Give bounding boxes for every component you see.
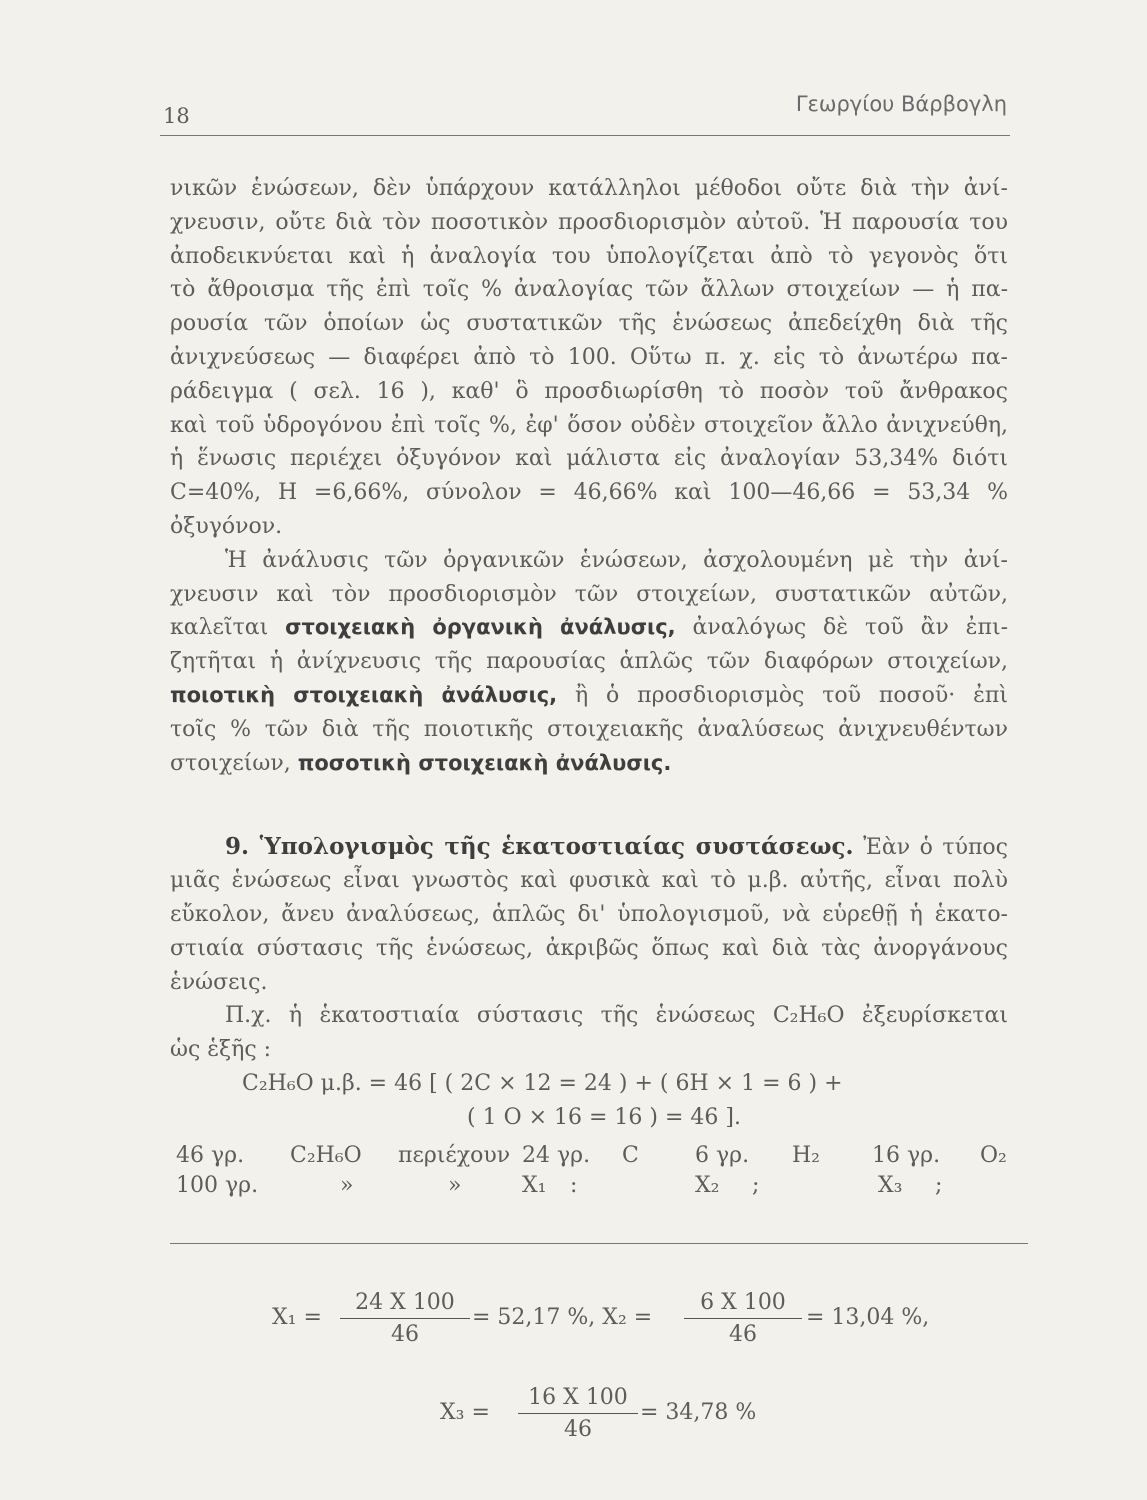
text-line: ἀποδεικνύεται καὶ ἡ ἀναλογία του ὑπολογίζεται ἀπὸ τὸ γεγονὸς ὅτι: [170, 243, 1008, 269]
formula-line: C₂H₆O μ.β. = 46 [ ( 2C × 12 = 24 ) + ( 6H × 1 = 6 ) +: [242, 1070, 843, 1096]
table-cell: 6 γρ.: [695, 1142, 750, 1168]
table-cell: 46 γρ.: [176, 1142, 245, 1168]
text-line: [170, 611, 1008, 645]
text-line: ἀνιχνεύσεως — διαφέρει ἀπὸ τὸ 100. Οὕτω π. χ. εἰς τὸ ἀνωτέρω πα-: [170, 344, 1008, 370]
term-quantitative-analysis: ποσοτικὴ στοιχειακὴ ἀνάλυσις.: [297, 750, 672, 775]
equation-result: = 34,78 %: [640, 1400, 757, 1425]
numerator: 24 X 100: [355, 1290, 455, 1315]
running-head: Γεωργίου Βάρβογλη: [795, 92, 1007, 116]
text-line: καὶ τοῦ ὑδρογόνου ἐπὶ τοῖς %, ἐφ' ὅσον οὐδὲν στοιχεῖον ἄλλο ἀνιχνεύθη,: [170, 412, 1008, 438]
text-line: ἡ ἕνωσις περιέχει ὀξυγόνον καὶ μάλιστα εἰς ἀναλογίαν 53,34% διότι: [170, 446, 1008, 472]
denominator: 46: [391, 1322, 419, 1347]
table-cell: C: [622, 1142, 639, 1168]
table-cell: X₁: [522, 1172, 547, 1198]
text-fragment: ἀναλόγως δὲ τοῦ ἂν ἐπι-: [692, 615, 1008, 641]
fraction: [684, 1288, 802, 1349]
text-line: [170, 747, 1008, 781]
formula-line: ( 1 O × 16 = 16 ) = 46 ].: [467, 1104, 741, 1130]
numerator: 6 X 100: [700, 1290, 786, 1315]
header-rule: [160, 135, 1010, 136]
term-qualitative-analysis: ποιοτικὴ στοιχειακὴ ἀνάλυσις,: [170, 682, 558, 707]
text-line: ρουσία τῶν ὁποίων ὡς συστατικῶν τῆς ἑνώσεως ἀπεδείχθη διὰ τῆς: [170, 311, 1008, 337]
table-cell: O₂: [980, 1142, 1007, 1168]
table-cell: H₂: [792, 1142, 821, 1168]
table-cell: περιέχουν: [398, 1142, 511, 1168]
equation-lhs: X₃ =: [440, 1400, 490, 1425]
text-fragment: ἢ ὁ προσδιορισμὸς τοῦ ποσοῦ· ἐπὶ: [575, 682, 1008, 708]
table-cell: 24 γρ.: [522, 1142, 591, 1168]
text-line: ζητῆται ἡ ἀνίχνευσις τῆς παρουσίας ἁπλῶς τῶν διαφόρων στοιχείων,: [170, 649, 1008, 675]
text-line: χνευσιν, οὔτε διὰ τὸν ποσοτικὸν προσδιορισμὸν αὐτοῦ. Ἡ παρουσία του: [170, 209, 1008, 235]
text-line: μιᾶς ἑνώσεως εἶναι γνωστὸς καὶ φυσικὰ καὶ τὸ μ.β. αὐτῆς, εἶναι πολὺ: [170, 868, 1008, 894]
text-line: ἑνώσεις.: [170, 969, 268, 995]
text-line: Ἡ ἀνάλυσις τῶν ὀργανικῶν ἑνώσεων, ἀσχολουμένη μὲ τὴν ἀνί-: [225, 547, 1008, 573]
section-heading-line: [170, 830, 1008, 864]
table-rule: [170, 1243, 1028, 1244]
table-cell: X₂: [695, 1172, 720, 1198]
table-cell: »: [340, 1172, 354, 1198]
table-cell: C₂H₆O: [290, 1142, 362, 1168]
page-body: [170, 172, 1008, 1201]
table-cell: »: [448, 1172, 462, 1198]
section-heading: 9. Ὑπολογισμὸς τῆς ἑκατοστιαίας συστάσεως.: [225, 833, 854, 861]
text-fragment: καλεῖται: [170, 615, 269, 641]
text-line: χνευσιν καὶ τὸν προσδιορισμὸν τῶν στοιχείων, συστατικῶν αὐτῶν,: [170, 581, 1008, 607]
text-line: C=40%, H =6,66%, σύνολον = 46,66% καὶ 100—46,66 = 53,34 %: [170, 480, 1008, 506]
text-line: εὔκολον, ἄνευ ἀναλύσεως, ἁπλῶς δι' ὑπολογισμοῦ, νὰ εὑρεθῇ ἡ ἑκατο-: [170, 901, 1008, 927]
text-fragment: Ἐὰν ὁ τύπος: [863, 835, 1008, 861]
text-line: τοῖς % τῶν διὰ τῆς ποιοτικῆς στοιχειακῆς ἀναλύσεως ἀνιχνευθέντων: [170, 716, 1008, 742]
fraction: [518, 1383, 638, 1444]
page-header: [163, 92, 1011, 132]
equation-x3: [440, 1383, 840, 1449]
table-cell: ;: [935, 1172, 943, 1198]
text-line: νικῶν ἑνώσεων, δὲν ὑπάρχουν κατάλληλοι μέθοδοι οὔτε διὰ τὴν ἀνί-: [170, 176, 1008, 201]
denominator: 46: [564, 1417, 592, 1442]
term-elemental-organic-analysis: στοιχειακὴ ὀργανικὴ ἀνάλυσις,: [285, 615, 676, 640]
equation-result: = 13,04 %,: [806, 1305, 930, 1330]
table-cell: 16 γρ.: [872, 1142, 941, 1168]
text-line: τὸ ἄθροισμα τῆς ἐπὶ τοῖς % ἀναλογίας τῶν ἄλλων στοιχείων — ἡ πα-: [170, 277, 1008, 303]
page-number: 18: [163, 104, 190, 128]
text-line: στιαία σύστασις τῆς ἑνώσεως, ἀκριβῶς ὅπως καὶ διὰ τὰς ἀνοργάνους: [170, 935, 1008, 961]
text-line: ὡς ἑξῆς :: [170, 1037, 272, 1063]
table-cell: :: [570, 1172, 578, 1198]
denominator: 46: [729, 1322, 757, 1347]
proportion-row: [170, 1171, 1008, 1201]
text-fragment: στοιχείων,: [170, 750, 291, 776]
fraction: [340, 1288, 470, 1349]
text-line: [170, 679, 1008, 713]
table-cell: ;: [752, 1172, 760, 1198]
text-line: Π.χ. ἡ ἑκατοστιαία σύστασις τῆς ἑνώσεως C₂H₆O ἐξευρίσκεται: [225, 1003, 1008, 1029]
numerator: 16 X 100: [528, 1385, 628, 1410]
equation-result: = 52,17 %, X₂ =: [472, 1305, 653, 1330]
proportion-row: [170, 1141, 1008, 1171]
table-cell: X₃: [878, 1172, 903, 1198]
equation-lhs: X₁ =: [272, 1305, 322, 1330]
text-line: ράδειγμα ( σελ. 16 ), καθ' ὃ προσδιωρίσθη τὸ ποσὸν τοῦ ἄνθρακος: [170, 378, 1008, 404]
table-cell: 100 γρ.: [176, 1172, 259, 1198]
equation-x1-x2: [272, 1288, 972, 1354]
text-line: ὀξυγόνον.: [170, 513, 283, 539]
